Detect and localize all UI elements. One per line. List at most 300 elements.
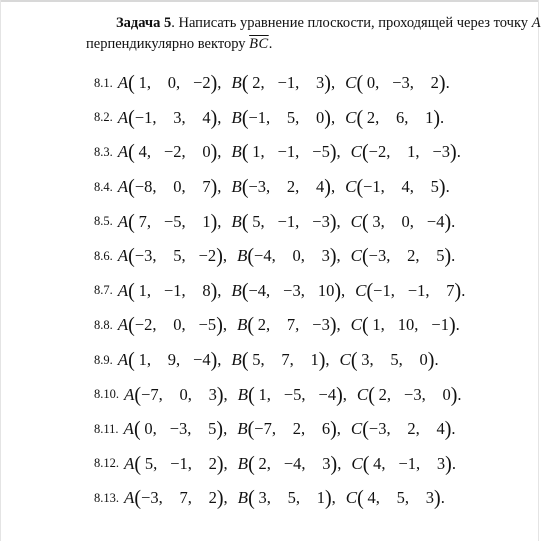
coordinate: 7 [281, 350, 290, 370]
comma: , [266, 177, 271, 197]
comma: , [181, 177, 186, 197]
coordinate: −3 [169, 419, 188, 439]
point-a [118, 177, 218, 197]
coordinate: 7 [286, 315, 296, 335]
coordinate: 2 [208, 453, 217, 473]
comma: , [398, 350, 403, 370]
coordinate: −1 [373, 280, 391, 300]
point-a [118, 212, 218, 232]
point-a [124, 454, 224, 474]
comma: , [217, 280, 222, 300]
comma: , [152, 246, 157, 266]
coordinate: −2 [198, 246, 217, 266]
coordinate: −2 [163, 142, 182, 162]
period: . [451, 211, 456, 231]
comma: , [415, 246, 420, 266]
comma: , [295, 142, 300, 162]
coordinate: −8 [134, 177, 153, 197]
coordinate: 0 [442, 384, 451, 404]
comma: , [421, 384, 426, 404]
comma: , [295, 73, 300, 93]
period: . [461, 280, 466, 300]
coordinate: 1 [258, 384, 267, 404]
paren-open: ( [356, 175, 364, 199]
paren-open: ( [134, 486, 142, 510]
coordinate: −3 [368, 246, 387, 266]
point-name: B [237, 419, 248, 439]
coordinate: −4 [193, 350, 211, 370]
comma: , [325, 350, 330, 370]
comma: , [222, 315, 227, 335]
comma: , [301, 453, 306, 473]
paren-close: ) [329, 140, 337, 165]
problem-number: 8.13. [94, 490, 119, 505]
comma: , [152, 177, 157, 197]
coordinate: 1 [310, 350, 319, 370]
paren-close: ) [216, 244, 223, 268]
coordinate: −2 [134, 315, 153, 335]
paren-open: ( [362, 417, 369, 441]
comma: , [301, 384, 306, 404]
comma: , [260, 142, 265, 162]
coordinate: 3 [425, 488, 435, 508]
coordinate: 1 [425, 107, 434, 127]
period: . [457, 384, 462, 404]
point-b [238, 385, 343, 405]
comma: , [271, 246, 276, 266]
paren-close: ) [434, 486, 441, 510]
coordinate: −4 [426, 211, 445, 231]
paren-close: ) [438, 71, 446, 95]
point-name: C [350, 315, 362, 335]
comma: , [187, 488, 192, 508]
coordinate: −1 [277, 73, 296, 93]
comma: , [342, 384, 347, 404]
problem-number: 8.4. [94, 179, 113, 194]
comma: , [158, 384, 163, 404]
paren-close: ) [329, 313, 337, 338]
paren-close: ) [450, 140, 457, 165]
paren-close: ) [454, 279, 462, 303]
comma: , [404, 488, 410, 508]
problem-item [94, 239, 465, 274]
coordinate: 0 [292, 246, 301, 266]
comma: , [266, 488, 271, 508]
point-name: B [231, 280, 242, 300]
paren-open: ( [128, 175, 135, 199]
coordinate: −3 [141, 488, 159, 508]
coordinate: −3 [312, 315, 330, 335]
point-a [118, 108, 218, 128]
point-name: C [345, 107, 357, 127]
coordinate: −1 [248, 107, 267, 127]
paren-open: ( [241, 175, 249, 199]
coordinate: −4 [248, 280, 267, 300]
coordinate: 9 [167, 350, 176, 370]
coordinate: 3 [372, 211, 381, 231]
comma: , [414, 315, 419, 335]
comma: , [375, 488, 380, 508]
comma: , [330, 107, 336, 127]
point-name: C [339, 350, 351, 370]
paren-open: ( [350, 348, 358, 372]
paren-close: ) [444, 210, 452, 234]
comma: , [223, 419, 228, 439]
problem-item [94, 447, 465, 482]
comma: , [336, 246, 341, 266]
task-label: Задача 5 [116, 15, 172, 31]
point-name: C [350, 142, 362, 162]
comma: , [369, 350, 374, 370]
coordinate: −5 [312, 142, 330, 162]
problem-item [94, 412, 465, 447]
coordinate: 1 [316, 488, 325, 508]
coordinate: 0 [173, 315, 182, 335]
paren-open: ( [128, 244, 135, 268]
paren-open: ( [248, 486, 255, 510]
coordinate: 4 [138, 142, 147, 162]
comma: , [153, 453, 158, 473]
paren-close: ) [210, 140, 218, 165]
point-name: C [350, 246, 362, 266]
paren-close: ) [216, 417, 224, 441]
point-b [237, 419, 337, 439]
comma: , [295, 315, 300, 335]
point-a [117, 313, 223, 338]
point-b [238, 454, 338, 474]
coordinate: 5 [252, 211, 261, 231]
coordinate: −1 [431, 315, 449, 335]
coordinate: 2 [258, 453, 267, 473]
coordinate: 5 [286, 107, 296, 127]
paren-close: ) [216, 383, 224, 407]
coordinate: −3 [404, 384, 422, 404]
problem-number: 8.9. [94, 352, 113, 367]
paren-close: ) [216, 452, 224, 476]
paren-close: ) [448, 313, 456, 338]
comma: , [380, 177, 385, 197]
problem-item [94, 135, 465, 170]
problem-number: 8.5. [94, 214, 113, 229]
point-a [124, 488, 224, 508]
comma: , [217, 211, 222, 231]
paren-close: ) [329, 210, 337, 234]
paren-open: ( [362, 210, 369, 234]
point-c [351, 454, 452, 474]
paren-open: ( [241, 348, 249, 372]
point-name: C [350, 419, 363, 439]
paren-open: ( [366, 279, 374, 303]
point-c [351, 212, 452, 232]
coordinate: −3 [134, 246, 153, 266]
comma: , [386, 142, 391, 162]
comma: , [266, 315, 271, 335]
coordinate: 2 [292, 419, 301, 439]
paren-close: ) [445, 452, 452, 476]
coordinate: 5 [287, 488, 296, 508]
point-b [231, 140, 337, 165]
point-b [236, 313, 337, 338]
comma: , [266, 107, 271, 127]
coordinate: 0 [202, 142, 211, 162]
comma: , [146, 280, 151, 300]
coordinate: 5 [390, 350, 399, 370]
coordinate: 1 [202, 211, 211, 231]
point-name: B [237, 453, 249, 473]
point-a [118, 246, 223, 266]
comma: , [380, 211, 385, 231]
paren-open: ( [356, 106, 364, 130]
paren-open: ( [247, 244, 255, 268]
coordinate: −3 [368, 419, 387, 439]
point-name: C [345, 73, 357, 93]
comma: , [181, 142, 186, 162]
coordinate: −7 [254, 419, 272, 439]
task-statement-line-1 [86, 13, 541, 34]
point-name: A [124, 488, 135, 508]
coordinate: 0 [144, 419, 153, 439]
coordinate: −3 [392, 73, 410, 93]
paren-close: ) [210, 279, 218, 303]
problem-number: 8.2. [94, 110, 113, 125]
comma: , [146, 211, 151, 231]
paren-open: ( [247, 313, 255, 338]
comma: , [217, 107, 222, 127]
point-c [351, 246, 452, 266]
page-left-border [0, 0, 1, 541]
period: . [440, 107, 445, 127]
comma: , [187, 384, 192, 404]
comma: , [175, 350, 181, 370]
coordinate: −3 [248, 177, 267, 197]
paren-close: ) [444, 244, 452, 268]
coordinate: 3 [173, 107, 182, 127]
coordinate: 3 [316, 73, 325, 93]
point-b [237, 246, 337, 266]
paren-close: ) [329, 244, 337, 268]
comma: , [336, 211, 341, 231]
comma: , [266, 384, 271, 404]
coordinate: 1 [372, 315, 381, 335]
comma: , [223, 384, 228, 404]
point-name: A [117, 177, 129, 197]
paren-close: ) [216, 313, 223, 338]
comma: , [223, 488, 228, 508]
problem-list [94, 66, 465, 516]
paren-close: ) [324, 175, 331, 199]
paren-close: ) [427, 348, 435, 372]
point-name: B [236, 246, 248, 266]
comma: , [271, 419, 276, 439]
point-name: C [345, 488, 358, 508]
period: . [451, 419, 456, 439]
point-b [231, 350, 325, 370]
problem-item [94, 170, 465, 205]
point-name: B [231, 142, 242, 162]
comma: , [295, 177, 300, 197]
point-name: A [117, 107, 129, 127]
coordinate: 1 [138, 280, 147, 300]
comma: , [336, 315, 341, 335]
coordinate: 6 [321, 419, 331, 439]
comma: , [175, 73, 181, 93]
comma: , [390, 280, 395, 300]
coordinate: −5 [283, 384, 302, 404]
comma: , [330, 73, 336, 93]
comma: , [409, 177, 414, 197]
point-name: A [117, 73, 129, 93]
point-name: C [345, 177, 357, 197]
point-name: B [237, 384, 249, 404]
point-name: B [237, 488, 249, 508]
problem-number: 8.8. [94, 317, 113, 332]
point-name: C [356, 384, 369, 404]
paren-open: ( [128, 106, 135, 130]
paren-open: ( [248, 452, 255, 476]
point-name: A [124, 453, 135, 473]
problem-number: 8.1. [94, 75, 113, 90]
problem-number: 8.7. [94, 283, 113, 298]
period: . [455, 315, 460, 335]
coordinate: 5 [173, 246, 182, 266]
coordinate: −5 [198, 315, 217, 335]
comma: , [152, 315, 157, 335]
paren-close: ) [210, 348, 218, 372]
paren-open: ( [362, 313, 369, 338]
comma: , [158, 488, 163, 508]
coordinate: 1 [138, 73, 147, 93]
point-a [117, 140, 218, 165]
comma: , [409, 73, 414, 93]
comma: , [404, 107, 409, 127]
paren-open: ( [247, 417, 255, 441]
period: . [451, 246, 456, 266]
problem-item [94, 377, 465, 412]
task-statement [86, 13, 541, 55]
coordinate: 0 [316, 107, 325, 127]
comma: , [181, 315, 186, 335]
paren-close: ) [433, 106, 441, 130]
comma: , [416, 453, 421, 473]
point-name: B [231, 350, 242, 370]
paren-close: ) [330, 452, 338, 476]
comma: , [146, 73, 151, 93]
point-c [357, 385, 458, 405]
problem-item [94, 204, 465, 239]
paren-close: ) [336, 383, 343, 407]
comma: , [330, 177, 336, 197]
problem-number: 8.3. [94, 144, 113, 159]
point-name: B [231, 177, 242, 197]
point-c [345, 177, 446, 197]
comma: , [336, 142, 341, 162]
paren-open: ( [128, 140, 135, 165]
paren-close: ) [210, 106, 218, 130]
coordinate: 5 [144, 453, 154, 473]
coordinate: 2 [257, 315, 267, 335]
coordinate: −7 [141, 384, 159, 404]
paren-close: ) [334, 279, 342, 303]
paren-close: ) [324, 486, 332, 510]
task-statement-line-2 [86, 34, 516, 55]
paren-close: ) [438, 175, 446, 199]
comma: , [266, 453, 271, 473]
comma: , [146, 350, 151, 370]
coordinate: 2 [208, 488, 217, 508]
comma: , [181, 280, 186, 300]
problem-number: 8.12. [94, 456, 119, 471]
paren-close: ) [216, 486, 224, 510]
comma: , [375, 107, 380, 127]
task-point-name: A [531, 15, 541, 31]
comma: , [295, 488, 300, 508]
point-c [351, 419, 452, 439]
coordinate: −1 [134, 107, 153, 127]
comma: , [341, 280, 346, 300]
paren-open: ( [241, 210, 249, 234]
point-name: A [117, 280, 129, 300]
comma: , [331, 488, 336, 508]
coordinate: 1 [407, 142, 416, 162]
point-name: A [117, 211, 129, 231]
comma: , [223, 453, 228, 473]
coordinate: 3 [436, 453, 446, 473]
coordinate: 4 [373, 453, 382, 473]
coordinate: 2 [378, 384, 387, 404]
comma: , [386, 419, 391, 439]
coordinate: 2 [407, 246, 416, 266]
point-a [118, 350, 218, 370]
point-c [346, 488, 441, 508]
comma: , [415, 419, 420, 439]
coordinate: 3 [208, 384, 217, 404]
coordinate: 4 [401, 177, 410, 197]
period: . [451, 453, 456, 473]
coordinate: 4 [436, 419, 445, 439]
coordinate: 0 [179, 384, 188, 404]
paren-close: ) [324, 71, 331, 95]
coordinate: 2 [430, 73, 439, 93]
point-c [345, 73, 446, 93]
paren-open: ( [357, 486, 364, 510]
comma: , [260, 211, 265, 231]
coordinate: −3 [312, 211, 330, 231]
comma: , [381, 453, 386, 473]
coordinate: −1 [407, 280, 426, 300]
comma: , [386, 384, 392, 404]
comma: , [146, 142, 151, 162]
task-vector-name: $\overline{BC}$ [249, 36, 269, 52]
comma: , [181, 107, 186, 127]
point-name: C [355, 280, 367, 300]
point-c [340, 350, 435, 370]
coordinate: 0 [401, 211, 410, 231]
comma: , [415, 142, 420, 162]
coordinate: 5 [436, 246, 445, 266]
coordinate: 7 [138, 211, 147, 231]
point-a [124, 385, 224, 405]
comma: , [425, 280, 430, 300]
point-name: C [350, 211, 362, 231]
comma: , [409, 211, 414, 231]
coordinate: 0 [366, 73, 376, 93]
period: . [440, 488, 445, 508]
point-c [350, 140, 457, 165]
task-text-end: . [268, 36, 273, 52]
coordinate: 7 [202, 177, 211, 197]
problem-number: 8.6. [94, 248, 113, 263]
coordinate: 0 [167, 73, 176, 93]
